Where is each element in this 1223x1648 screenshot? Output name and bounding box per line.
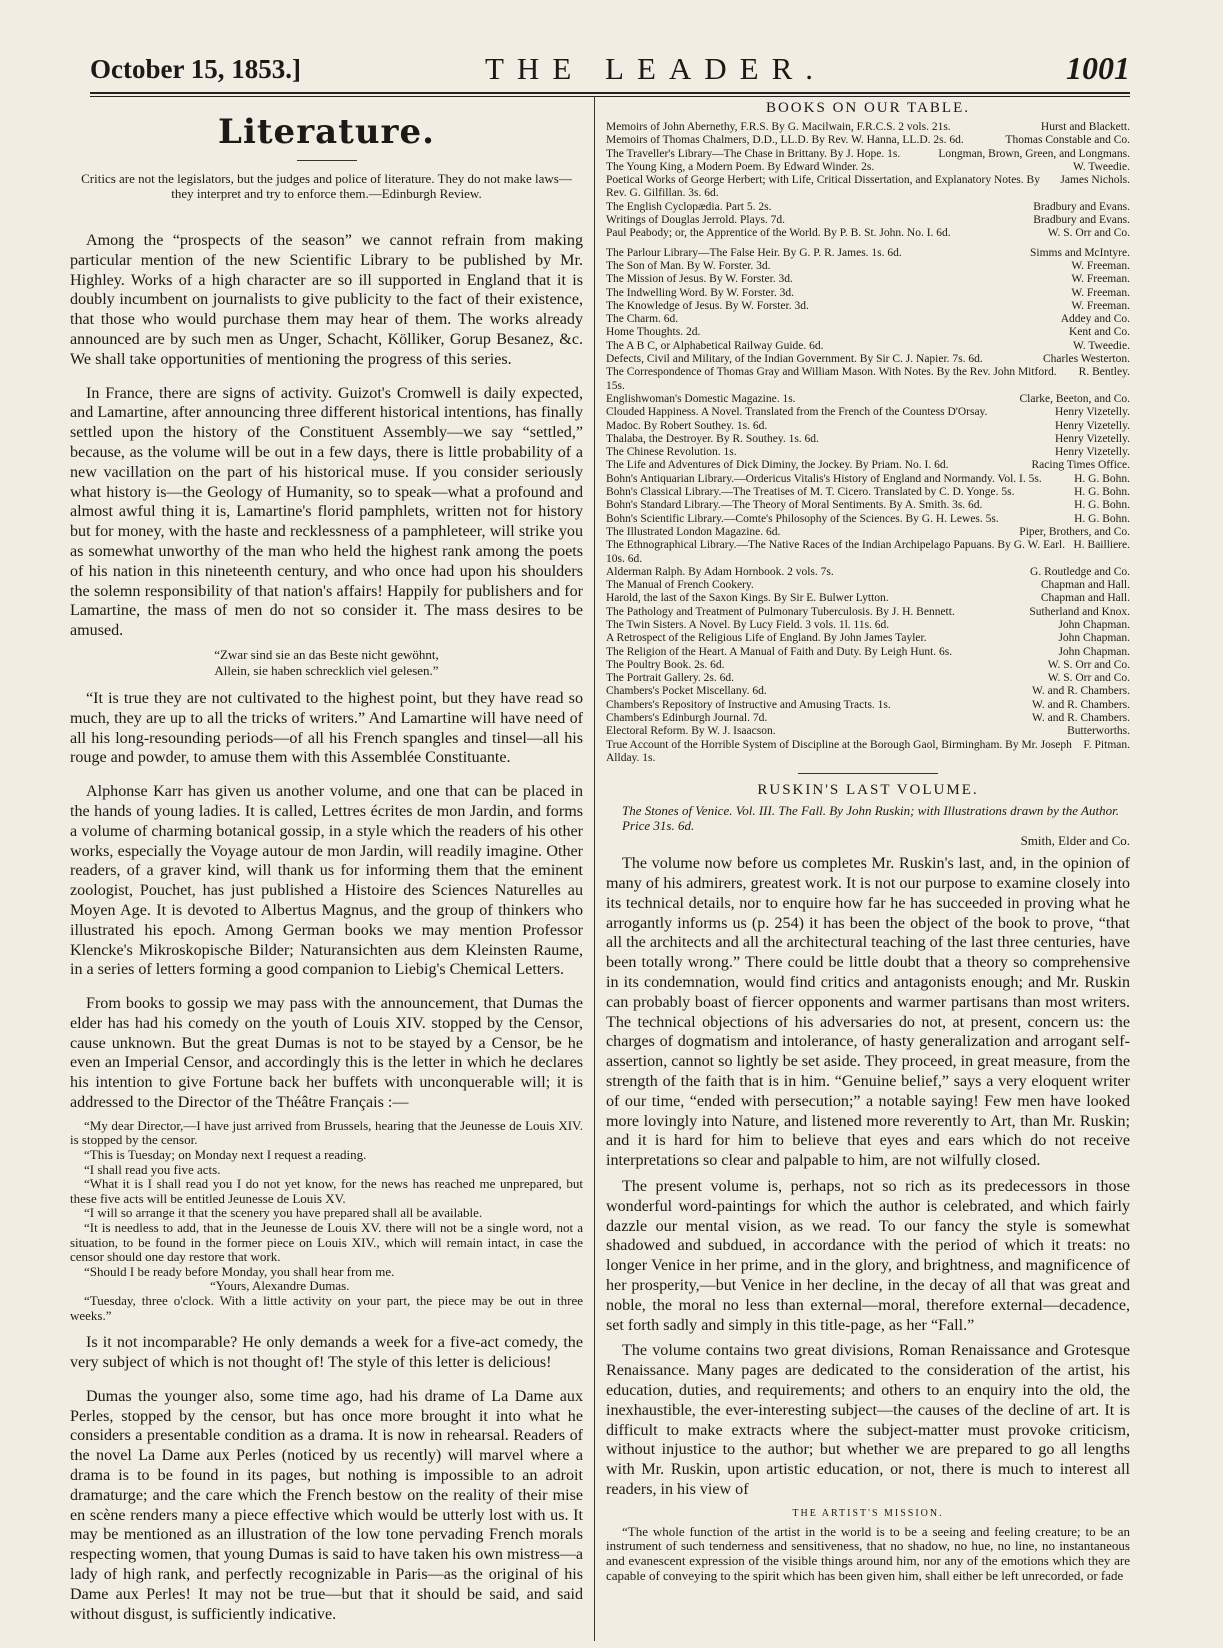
book-publisher: Bradbury and Evans.	[1033, 214, 1130, 227]
newspaper-title: THE LEADER.	[485, 51, 827, 86]
section-rule	[798, 773, 938, 774]
review-book-title: The Stones of Venice. Vol. III. The Fall. By John Ruskin; with Illustrations drawn by the Author. Price 31s. 6d.	[622, 803, 1119, 834]
letter-signoff: “Yours, Alexandre Dumas.	[210, 1278, 350, 1294]
book-title: The Life and Adventures of Dick Diminy, the Jockey. By Priam. No. I. 6d.	[606, 459, 949, 472]
paragraph: Among the “prospects of the season” we cannot refrain from making particular mention of the new Scientific Library to be published by Mr. Highley. Works of a high character are so ill supported in England that it is doubly incumbent on journalists to give publicity to the fact of their existence, that those who would purchase them may hear of them. The works already announced are by such men as Unger, Schacht, Kölliker, Gorup Besanez, &c. We shall take opportunities of mentioning the progress of this series.	[70, 232, 583, 368]
book-title: The Manual of French Cookery.	[606, 579, 754, 592]
review-heading: RUSKIN'S LAST VOLUME.	[757, 782, 979, 799]
book-title: The Religion of the Heart. A Manual of Faith and Duty. By Leigh Hunt. 6s.	[606, 645, 953, 658]
book-publisher: Longman, Brown, Green, and Longmans.	[938, 147, 1130, 160]
letter-line: “My dear Director,—I have just arrived from Brussels, hearing that the Jeunesse de Louis XIV. is stopped by the censor.	[70, 1117, 583, 1148]
book-entry	[606, 326, 1130, 339]
book-entry	[606, 366, 1130, 393]
book-title: The Charm. 6d.	[606, 313, 679, 326]
issue-date: October 15, 1853.]	[90, 54, 301, 84]
book-publisher: John Chapman.	[1058, 632, 1130, 645]
book-entry	[606, 579, 1130, 592]
book-title: Bohn's Scientific Library.—Comte's Philosophy of the Sciences. By G. H. Lewes. 5s.	[606, 512, 999, 525]
book-title: Chambers's Pocket Miscellany. 6d.	[606, 685, 767, 698]
book-entry	[606, 201, 1130, 214]
book-entry	[606, 486, 1130, 499]
paragraph: “It is true they are not cultivated to the highest point, but they have read so much, they are up to all the tricks of writers.” And Lamartine will have need of all his long-resounding periods—of all his French spangles and tinsel—all his rouge and powder, to amuse them with this Assemblée Constituante.	[70, 689, 583, 767]
book-title: The Correspondence of Thomas Gray and William Mason. With Notes. By the Rev. John Mitford. 15s.	[606, 366, 1057, 392]
book-title: The Parlour Library—The False Heir. By G. P. R. James. 1s. 6d.	[606, 246, 902, 259]
book-publisher: F. Pitman.	[1083, 738, 1130, 751]
letter-line: “I shall read you five acts.	[84, 1161, 221, 1177]
book-publisher: W. and R. Chambers.	[1032, 698, 1130, 711]
book-title: The Illustrated London Magazine. 6d.	[606, 525, 781, 538]
book-entry	[606, 174, 1130, 201]
book-title: Harold, the last of the Saxon Kings. By Sir E. Bulwer Lytton.	[606, 592, 889, 605]
letter-line: “It is needless to add, that in the Jeunesse de Louis XV. there will not be a single word, not a situation, to be found in the former piece on Louis XIV., which will remain intact, in case the censor should one day restore that work.	[70, 1220, 583, 1265]
masthead-rule	[90, 92, 1130, 94]
book-entry	[606, 273, 1130, 286]
book-title: Madoc. By Robert Southey. 1s. 6d.	[606, 419, 768, 432]
book-entry	[606, 446, 1130, 459]
book-publisher: W. S. Orr and Co.	[1047, 672, 1130, 685]
book-title: The Traveller's Library—The Chase in Brittany. By J. Hope. 1s.	[606, 147, 901, 160]
book-title: The Knowledge of Jesus. By W. Forster. 3d.	[606, 299, 809, 312]
book-entry	[606, 619, 1130, 632]
book-entry	[606, 287, 1130, 300]
book-publisher: Sutherland and Knox.	[1029, 605, 1130, 618]
paragraph: Dumas the younger also, some time ago, had his drame of La Dame aux Perles, stopped by the censor, but has once more brought it into what he considers a presentable condition as a drama. It is now in rehearsal. Readers of the novel La Dame aux Perles (noticed by us recently) will marvel where a drama is to be found in its pages, but nothing is impossible to an adroit dramaturge; and the care which the French bestow on the reality of their mise en scène renders many a piece effective which would be utterly lost with us. It may be mentioned as an illustration of the low tone pervading French morals respecting women, that young Dumas is said to have taken his own mistress—a lady of high rank, and perfectly recognizable in Paris—as the original of his Dame aux Perles! It may not be true—but that it should be said, and said without disgust, is sufficiently indicative.	[70, 1387, 583, 1623]
book-publisher: Addey and Co.	[1060, 313, 1130, 326]
paragraph: In France, there are signs of activity. Guizot's Cromwell is daily expected, and Lamartine, after announcing three different historical intentions, has finally settled upon the history of the Constituent Assembly—we say “settled,” because, as the volume will be out in a few days, there is little probability of a new vacillation on the part of his historical muse. If you consider seriously what history is—the Geology of Humanity, so to speak—what a profound and almost awful thing it is, Lamartine's florid pamphlets, written not for history but for money, with the haste and recklessness of a pamphleteer, will strike you as somewhat unworthy of the man who held the highest rank among the poets of his nation in this nineteenth century, and who once had upon his shoulders the solemn responsibility of that nation's affairs! Happily for publishers and for Lamartine, the mass of men do not so consider it. The mass desires to be amused.	[70, 384, 583, 640]
paragraph: From books to gossip we may pass with the announcement, that Dumas the elder has had his comedy on the youth of Louis XIV. stopped by the Censor, cause unknown. But the great Dumas is not to be stayed by a Censor, be he even an Imperial Censor, and accordingly this is the letter in which he declares his intention to give Fortune back her buffets with unconquerable will; it is addressed to the Director of the Théâtre Français :—	[70, 995, 583, 1112]
dumas-letter	[70, 1119, 583, 1280]
book-title: The Chinese Revolution. 1s.	[606, 446, 737, 459]
letter-line: “Should I be ready before Monday, you shall hear from me.	[84, 1263, 395, 1279]
book-title: The English Cyclopædia. Part 5. 2s.	[606, 200, 772, 213]
letter-postscript: “Tuesday, three o'clock. With a little activity on your part, the piece may be out in three weeks.”	[70, 1293, 583, 1323]
book-publisher: Racing Times Office.	[1031, 459, 1130, 472]
book-entry	[606, 646, 1130, 659]
heading-rule	[297, 160, 357, 161]
book-publisher: Henry Vizetelly.	[1055, 432, 1130, 445]
book-title: Memoirs of John Abernethy, F.R.S. By G. Macilwain, F.R.C.S. 2 vols. 21s.	[606, 121, 951, 133]
book-entry	[606, 699, 1130, 712]
book-title: The Portrait Gallery. 2s. 6d.	[606, 672, 734, 685]
book-title: Bohn's Antiquarian Library.—Ordericus Vitalis's History of England and Normandy. Vol. I. 5s.	[606, 472, 1042, 485]
masthead-rule-thin	[90, 96, 1130, 97]
book-publisher: H. G. Bohn.	[1074, 486, 1130, 499]
book-entry	[606, 340, 1130, 353]
book-entry	[606, 300, 1130, 313]
book-entry	[606, 606, 1130, 619]
book-publisher: John Chapman.	[1058, 618, 1130, 631]
book-publisher: G. Routledge and Co.	[1030, 565, 1130, 578]
book-entry	[606, 459, 1130, 472]
book-title: Thalaba, the Destroyer. By R. Southey. 1s. 6d.	[606, 432, 819, 445]
book-publisher: Clarke, Beeton, and Co.	[1019, 392, 1130, 405]
book-entry	[606, 712, 1130, 725]
book-publisher: W. Freeman.	[1071, 299, 1130, 312]
book-title: Electoral Reform. By W. J. Isaacson.	[606, 725, 776, 738]
book-title: Bohn's Standard Library.—The Theory of Moral Sentiments. By A. Smith. 3s. 6d.	[606, 499, 983, 512]
book-title: Chambers's Repository of Instructive and Amusing Tracts. 1s.	[606, 698, 891, 711]
book-publisher: Chapman and Hall.	[1040, 592, 1130, 605]
book-publisher: H. G. Bohn.	[1074, 499, 1130, 512]
book-entry	[606, 725, 1130, 738]
subheading-artists-mission: THE ARTIST'S MISSION.	[792, 1507, 944, 1519]
page-number: 1001	[1066, 50, 1130, 86]
book-entry	[606, 227, 1130, 240]
masthead	[90, 48, 1130, 92]
book-publisher: Henry Vizetelly.	[1055, 406, 1130, 419]
book-title: True Account of the Horrible System of Discipline at the Borough Gaol, Birmingham. By Mr. Joseph Allday. 1s.	[606, 738, 1072, 764]
book-title: The Pathology and Treatment of Pulmonary Tuberculosis. By J. H. Bennett.	[606, 605, 955, 618]
book-entry	[606, 592, 1130, 605]
book-entry	[606, 526, 1130, 539]
book-publisher: W. S. Orr and Co.	[1047, 227, 1130, 240]
book-entry	[606, 134, 1130, 147]
book-publisher: Kent and Co.	[1068, 326, 1130, 339]
book-title: The Twin Sisters. A Novel. By Lucy Field. 3 vols. 1l. 11s. 6d.	[606, 618, 890, 631]
books-column	[606, 100, 1130, 1640]
ruskin-quote: “The whole function of the artist in the world is to be a seeing and feeling creature; to be an instrument of such tenderness and sensitiveness, that no shadow, no hue, no line, no instantaneous and evanescent expression of the visible things around him, nor any of the emotions which they are capable of conveying to the spirit which has been given him, shall either be left unrecorded, or fade	[606, 1523, 1130, 1583]
review-publisher: Smith, Elder and Co.	[1020, 833, 1130, 849]
book-entry	[606, 659, 1130, 672]
letter-line: “This is Tuesday; on Monday next I request a reading.	[84, 1147, 367, 1163]
book-entry	[606, 739, 1130, 766]
books-heading: BOOKS ON OUR TABLE.	[765, 100, 971, 116]
book-title: The Indwelling Word. By W. Forster. 3d.	[606, 286, 794, 299]
book-title: Memoirs of Thomas Chalmers, D.D., LL.D. By Rev. W. Hanna, LL.D. 2s. 6d.	[606, 134, 964, 147]
literature-column	[70, 100, 583, 1640]
book-entry	[606, 420, 1130, 433]
book-publisher: H. Bailliere.	[1073, 539, 1130, 552]
letter-line: “I will so arrange it that the scenery you have prepared shall all be available.	[84, 1205, 483, 1221]
book-publisher: Piper, Brothers, and Co.	[1019, 525, 1130, 538]
book-title: Bohn's Classical Library.—The Treatises of M. T. Cicero. Translated by C. D. Yonge. 5s.	[606, 486, 1015, 499]
book-list	[606, 121, 1130, 765]
book-title: Home Thoughts. 2d.	[606, 326, 701, 339]
book-publisher: W. Freeman.	[1071, 286, 1130, 299]
verse-line: “Zwar sind sie an das Beste nicht gewöhnt,	[214, 646, 439, 662]
book-title: The Mission of Jesus. By W. Forster. 3d.	[606, 273, 793, 286]
book-entry	[606, 685, 1130, 698]
book-entry	[606, 406, 1130, 419]
book-publisher: W. S. Orr and Co.	[1047, 658, 1130, 671]
paragraph: The volume contains two great divisions, Roman Renaissance and Grotesque Renaissance. Many pages are dedicated to the consideration of the artist, his education, duties, and requirements; and others to an enquiry into the old, the inexhaustible, the ever-interesting subject—the causes of the decline of art. It is difficult to make extracts where the subject-matter must provoke criticism, without injustice to the author; but whether we are prepared to go all lengths with Mr. Ruskin, upon artistic education, or not, there is much to interest all readers, in his view of	[606, 1342, 1130, 1498]
book-title: Poetical Works of George Herbert; with Life, Critical Dissertation, and Explanatory Notes. By Rev. G. Gilfillan. 3s. 6d.	[606, 174, 1040, 200]
book-title: Englishwoman's Domestic Magazine. 1s.	[606, 392, 796, 405]
book-entry	[606, 513, 1130, 526]
book-entry	[606, 433, 1130, 446]
book-title: Defects, Civil and Military, of the Indian Government. By Sir C. J. Napier. 7s. 6d.	[606, 353, 983, 366]
column-divider	[594, 96, 595, 1641]
paragraph: Is it not incomparable? He only demands a week for a five-act comedy, the very subject of which is not thought of! The style of this letter is delicious!	[70, 1334, 583, 1371]
book-entry	[606, 393, 1130, 406]
book-publisher: Butterworths.	[1067, 725, 1130, 738]
book-publisher: Simms and McIntyre.	[1030, 246, 1130, 259]
letter-line: “What it is I shall read you I do not yet know, for the news has reached me unprepared, but these five acts will be entitled Jeunesse de Louis XV.	[70, 1176, 583, 1206]
book-publisher: W. Freeman.	[1071, 273, 1130, 286]
verse-line: Allein, sie haben schrecklich viel gelesen.”	[214, 662, 439, 678]
book-title: Writings of Douglas Jerrold. Plays. 7d.	[606, 214, 786, 227]
book-entry	[606, 260, 1130, 273]
book-entry	[606, 161, 1130, 174]
book-publisher: John Chapman.	[1058, 645, 1130, 658]
book-title: Clouded Happiness. A Novel. Translated from the French of the Countess D'Orsay.	[606, 406, 988, 419]
book-entry	[606, 148, 1130, 161]
german-verse	[70, 647, 583, 679]
book-title: The Son of Man. By W. Forster. 3d.	[606, 259, 771, 272]
book-title: The Young King, a Modern Poem. By Edward Winder. 2s.	[606, 160, 875, 173]
book-entry	[606, 353, 1130, 366]
book-publisher: Thomas Constable and Co.	[1005, 134, 1130, 147]
section-heading-literature: Literature.	[218, 112, 435, 152]
book-entry	[606, 566, 1130, 579]
book-publisher: Bradbury and Evans.	[1033, 200, 1130, 213]
book-entry	[606, 672, 1130, 685]
book-entry	[606, 473, 1130, 486]
book-publisher: W. Tweedie.	[1072, 339, 1130, 352]
book-entry	[606, 121, 1130, 134]
book-publisher: Henry Vizetelly.	[1055, 446, 1130, 459]
book-publisher: H. G. Bohn.	[1074, 512, 1130, 525]
review-book-info	[606, 803, 1130, 833]
book-publisher: Henry Vizetelly.	[1055, 419, 1130, 432]
book-publisher: Charles Westerton.	[1042, 353, 1130, 366]
book-publisher: Hurst and Blackett.	[1040, 121, 1130, 133]
book-title: Chambers's Edinburgh Journal. 7d.	[606, 712, 768, 725]
book-entry	[606, 247, 1130, 260]
book-title: The Ethnographical Library.—The Native Races of the Indian Archipelago Papuans. By G. W. Earl. 10s. 6d.	[606, 539, 1066, 565]
paragraph: Alphonse Karr has given us another volume, and one that can be placed in the hands of young ladies. It is called, Lettres écrites de mon Jardin, and forms a volume of charming botanical gossip, in a style which the readers of his other works, especially the Voyage autour de mon Jardin, will readily imagine. Other readers, of a graver kind, will thank us for informing them that the eminent zoologist, Pouchet, has just published a Histoire des Sciences Naturelles au Moyen Age. It is devoted to Albertus Magnus, and the group of thinkers who illustrated his epoch. Among German books we may mention Professor Klencke's Mikroskopische Bilder; Naturansichten aus dem Kleinsten Raume, in a series of letters forming a good companion to Liebig's Chemical Letters.	[70, 783, 583, 979]
book-publisher: W. and R. Chambers.	[1032, 685, 1130, 698]
book-title: A Retrospect of the Religious Life of England. By John James Tayler.	[606, 632, 927, 645]
book-publisher: Chapman and Hall.	[1040, 579, 1130, 592]
book-publisher: James Nichols.	[1060, 174, 1130, 187]
section-motto: Critics are not the legislators, but the judges and police of literature. They do not make laws—they interpret and try to enforce them.—Edinburgh Review.	[81, 171, 572, 201]
paragraph: The volume now before us completes Mr. Ruskin's last, and, in the opinion of many of his admirers, greatest work. It is not our purpose to examine closely into its technical details, nor to enquire how far he has succeeded in proving what he arrogantly informs us (p. 254) it has been the object of the book to prove, “that all the architects and all the architectural teaching of the last three centuries, have been totally wrong.” There could be little doubt that a theory so comprehensive in its condemnation, would find critics and antagonists enough; and Mr. Ruskin can probably boast of fiercer opponents and warmer partisans than most writers. The technical objections of his adversaries do not, at present, concern us: the charges of dogmatism and intolerance, of hasty generalization and arrogant self-assertion, cannot so lightly be set aside. They proceed, in great measure, from the strength of the faith that is in him. “Genuine belief,” says a very eloquent writer of our time, “ended with persecution;” a notable saying! Few men have looked more lovingly into Nature, and listened more reverently to Art, than Mr. Ruskin; and it is hard for him to believe that eyes and ears which do not receive interpretations so clear and palpable to him, are not wilfully closed.	[606, 855, 1130, 1170]
book-entry	[606, 632, 1130, 645]
book-publisher: W. Tweedie.	[1072, 160, 1130, 173]
book-publisher: R. Bentley.	[1078, 366, 1130, 379]
book-title: Alderman Ralph. By Adam Hornbook. 2 vols. 7s.	[606, 565, 834, 578]
book-entry	[606, 313, 1130, 326]
book-title: The Poultry Book. 2s. 6d.	[606, 658, 725, 671]
book-publisher: H. G. Bohn.	[1074, 472, 1130, 485]
book-publisher: W. Freeman.	[1071, 259, 1130, 272]
book-entry	[606, 539, 1130, 566]
book-title: Paul Peabody; or, the Apprentice of the World. By P. B. St. John. No. I. 6d.	[606, 227, 951, 240]
book-title: The A B C, or Alphabetical Railway Guide. 6d.	[606, 339, 824, 352]
paragraph: The present volume is, perhaps, not so rich as its predecessors in those wonderful word-paintings for which the author is celebrated, and which fairly dazzle our mental vision, as we read. To our fancy the style is somewhat shadowed and subdued, in accordance with the period of which it treats: no longer Venice in her prime, and in the glory, and brightness, and magnificence of her prosperity,—but Venice in her decline, in the decay of all that was great and noble, the moral no less than external—moral, therefore external—decadence, set forth sadly and simply in this title-page, as her “Fall.”	[606, 1178, 1130, 1334]
book-publisher: W. and R. Chambers.	[1032, 712, 1130, 725]
book-entry	[606, 214, 1130, 227]
book-entry	[606, 499, 1130, 512]
